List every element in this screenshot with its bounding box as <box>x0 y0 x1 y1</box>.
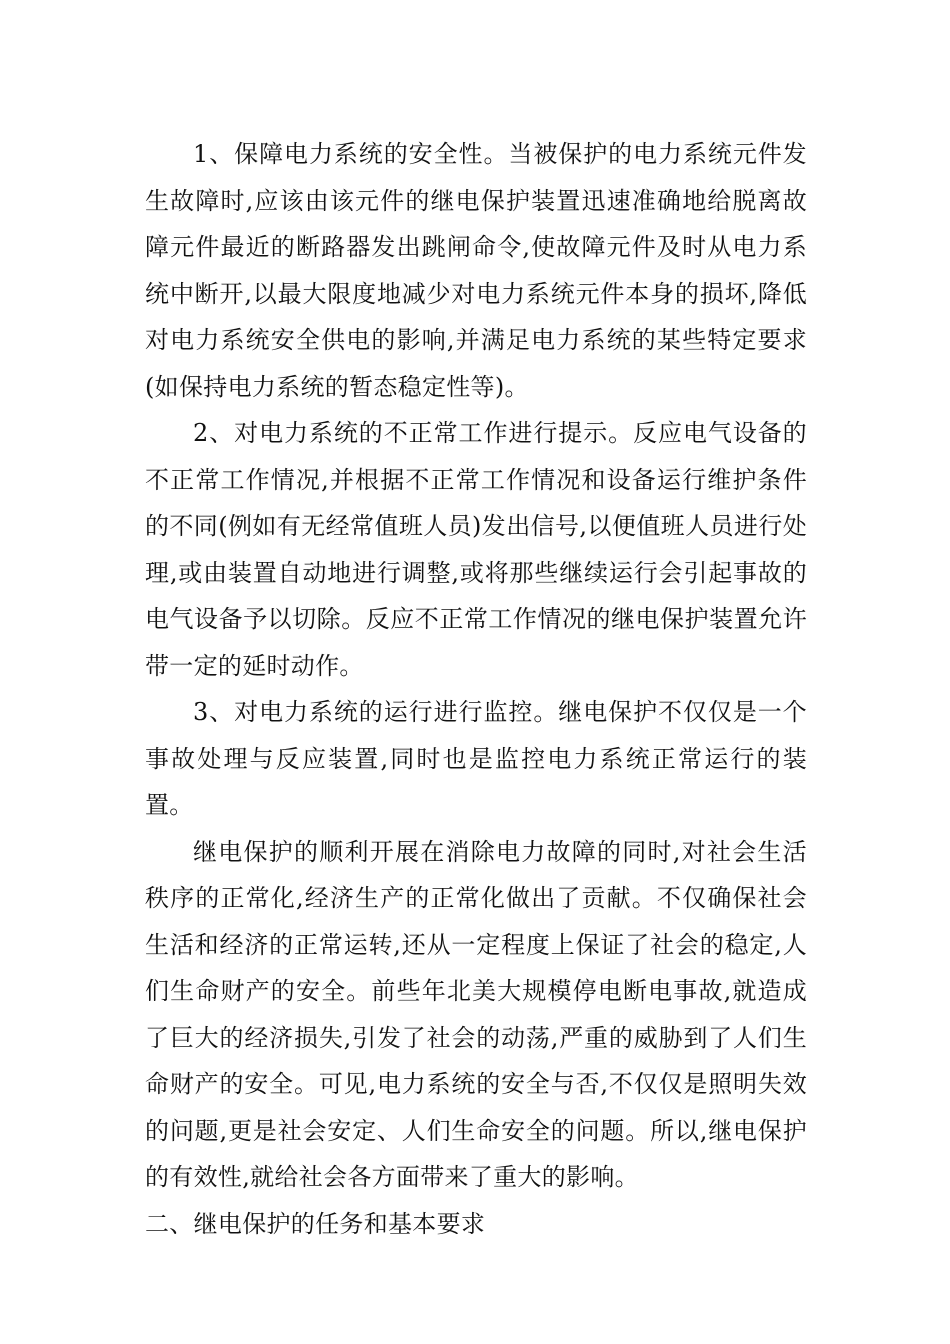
paragraph-safety: 1、保障电力系统的安全性。当被保护的电力系统元件发生故障时,应该由该元件的继电保护装置迅速准确地给脱离故障元件最近的断路器发出跳闸命令,使故障元件及时从电力系统中断开,以最大限度地减少对电力系统元件本身的损坏,降低对电力系统安全供电的影响,并满足电力系统的某些特定要求(如保持电力系统的暂态稳定性等)。 <box>145 140 807 401</box>
document-page <box>145 131 807 1247</box>
paragraph-monitoring: 3、对电力系统的运行进行监控。继电保护不仅仅是一个事故处理与反应装置,同时也是监控电力系统正常运行的装置。 <box>145 698 807 819</box>
paragraph-abnormal-warning: 2、对电力系统的不正常工作进行提示。反应电气设备的不正常工作情况,并根据不正常工作情况和设备运行维护条件的不同(例如有无经常值班人员)发出信号,以便值班人员进行处理,或由装置自动地进行调整,或将那些继续运行会引起事故的电气设备予以切除。反应不正常工作情况的继电保护装置允许带一定的延时动作。 <box>145 419 807 680</box>
paragraph-social-impact: 继电保护的顺利开展在消除电力故障的同时,对社会生活秩序的正常化,经济生产的正常化做出了贡献。不仅确保社会生活和经济的正常运转,还从一定程度上保证了社会的稳定,人们生命财产的安全。前些年北美大规模停电断电事故,就造成了巨大的经济损失,引发了社会的动荡,严重的威胁到了人们生命财产的安全。可见,电力系统的安全与否,不仅仅是照明失效的问题,更是社会安定、人们生命安全的问题。所以,继电保护的有效性,就给社会各方面带来了重大的影响。 <box>145 837 807 1191</box>
section-heading: 二、继电保护的任务和基本要求 <box>145 1209 486 1238</box>
